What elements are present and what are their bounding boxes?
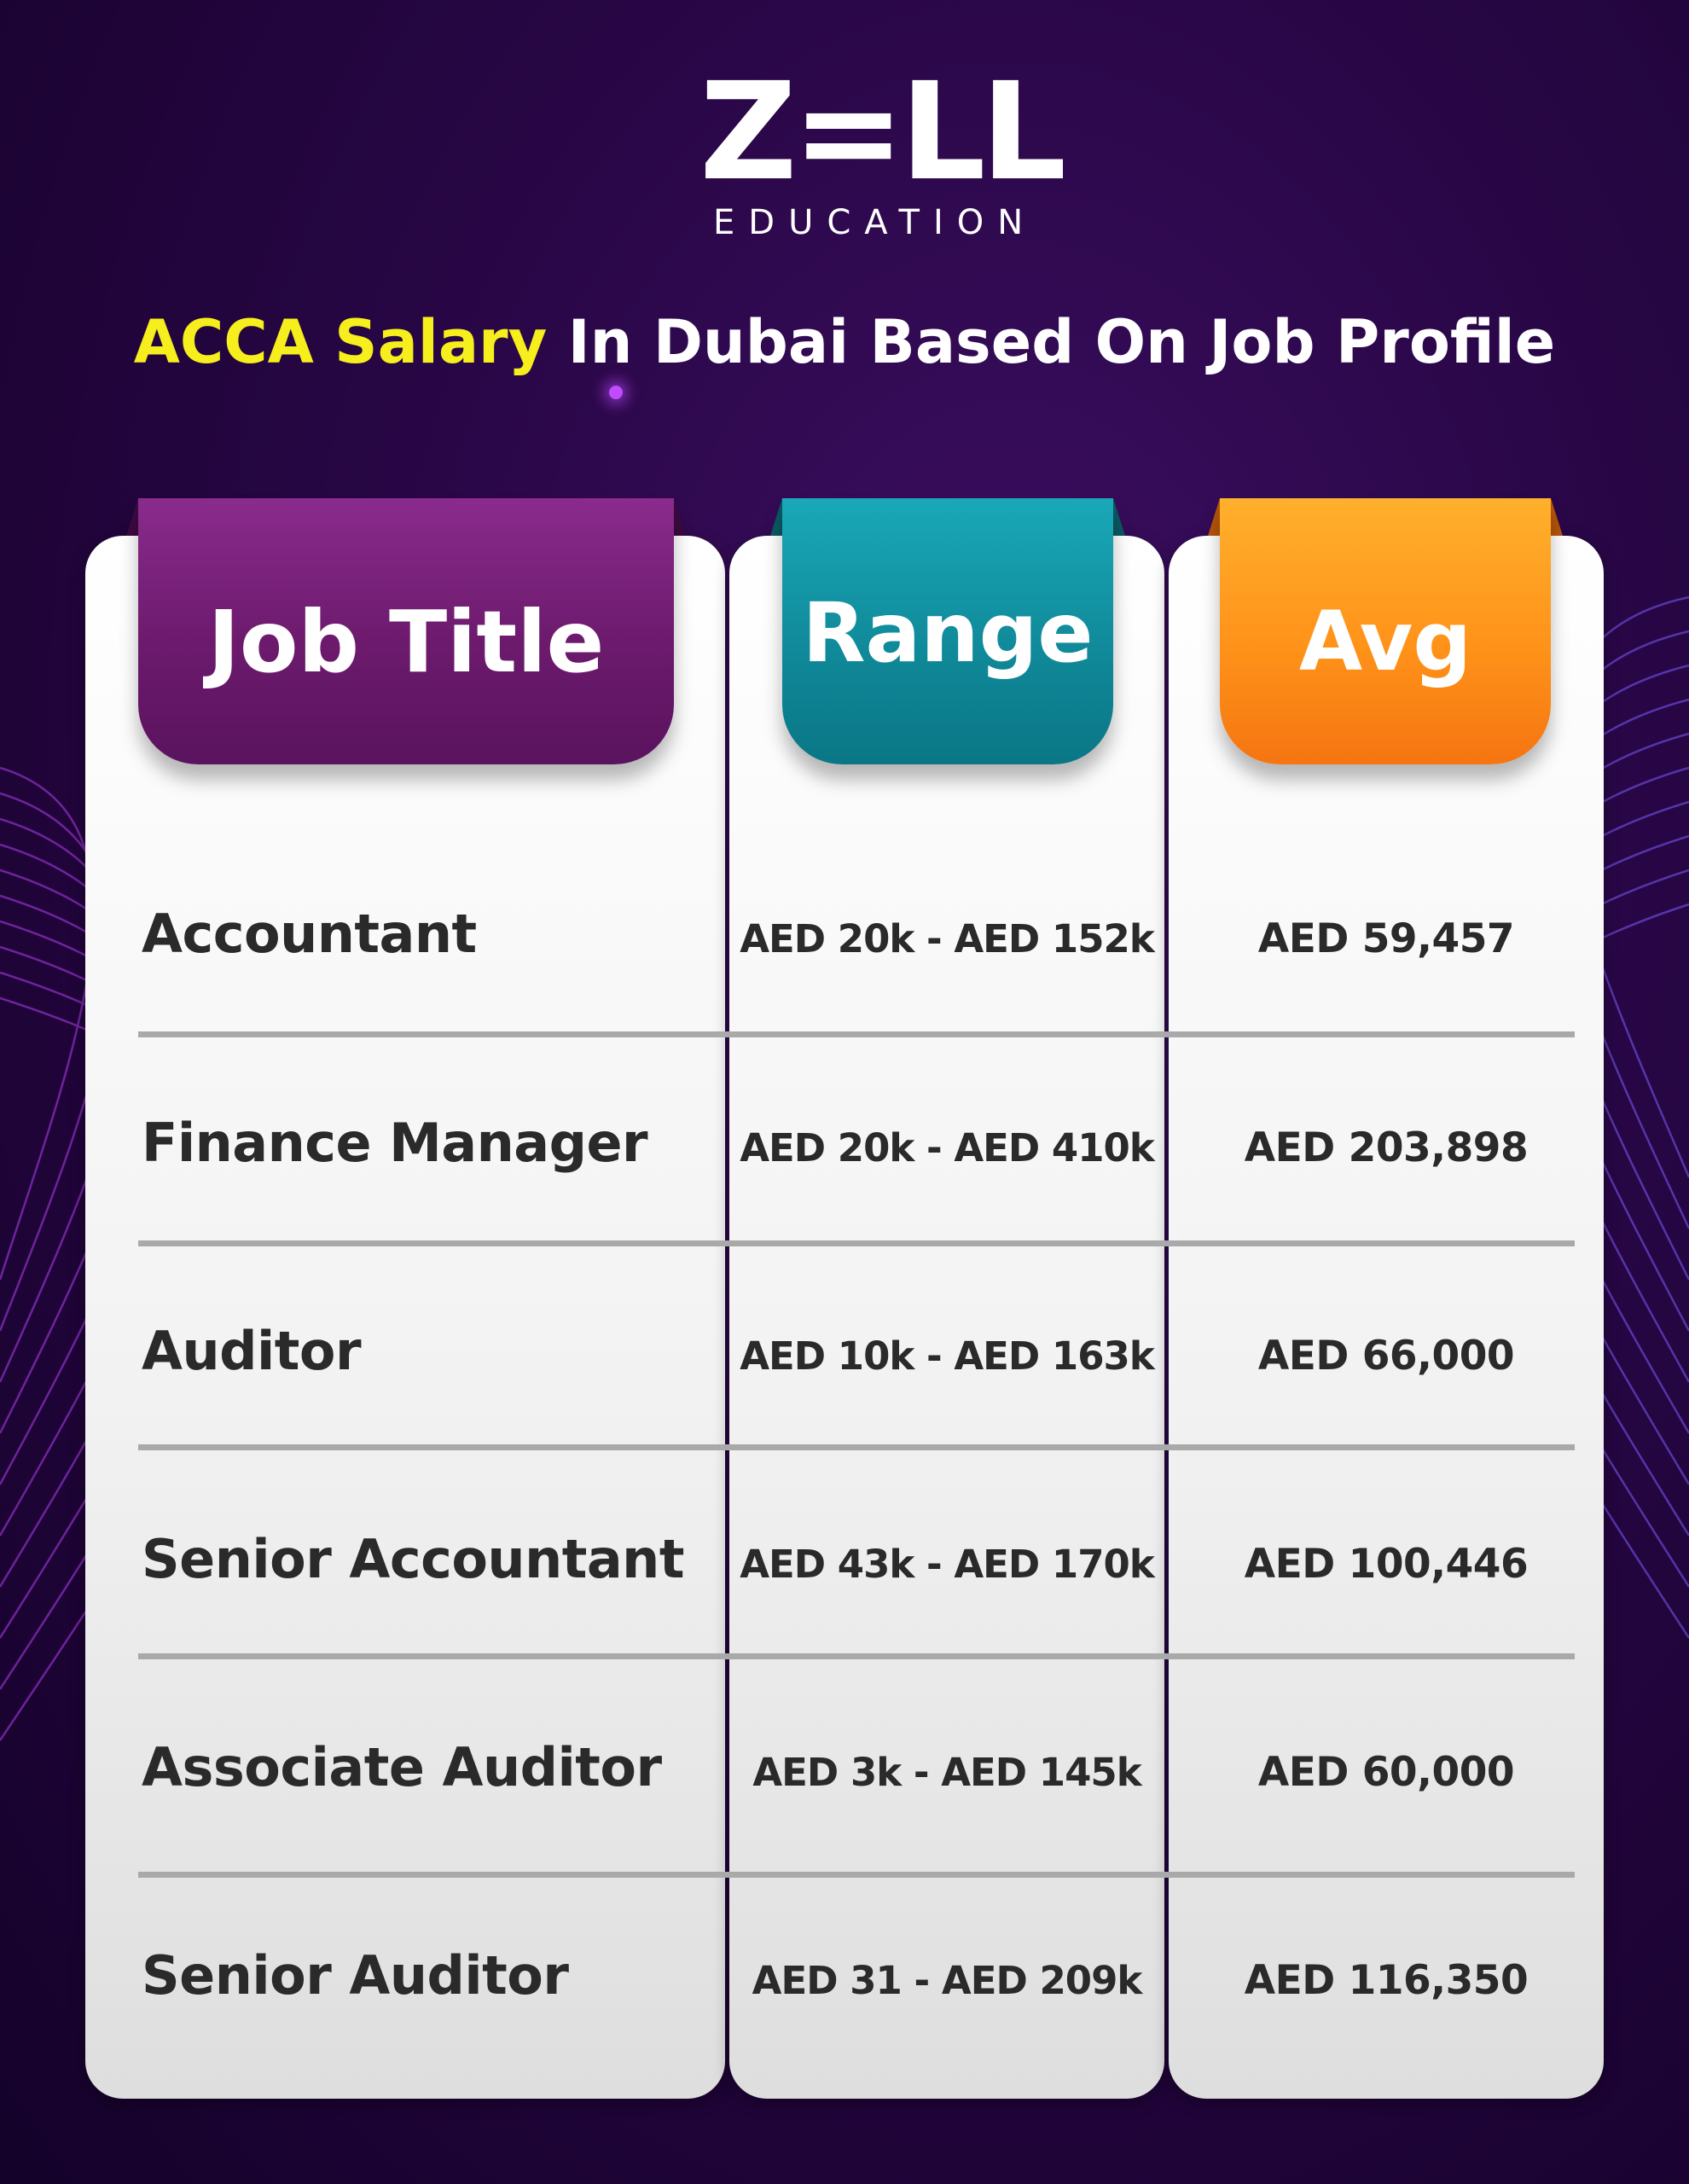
row-avg: AED 100,446 [1244, 1540, 1529, 1588]
header-avg [1220, 498, 1551, 764]
row-divider [138, 1444, 1575, 1450]
title-rest: In Dubai Based On Job Profile [547, 307, 1556, 377]
header-avg-label: Avg [1298, 594, 1472, 689]
logo-subtitle: EDUCATION [713, 203, 1037, 242]
row-job-title: Associate Auditor [142, 1735, 662, 1798]
tab-fold-left [770, 498, 782, 536]
row-job-title: Senior Auditor [142, 1943, 569, 2007]
row-divider [138, 1653, 1575, 1659]
row-job-title: Auditor [142, 1319, 362, 1382]
row-range: AED 20k - AED 152k [740, 915, 1154, 961]
tab-fold-right [1551, 498, 1563, 536]
header-range [782, 498, 1113, 764]
row-divider [138, 1872, 1575, 1878]
row-avg: AED 116,350 [1244, 1956, 1529, 2004]
row-range: AED 43k - AED 170k [740, 1541, 1154, 1587]
row-range: AED 3k - AED 145k [752, 1749, 1141, 1795]
row-avg: AED 59,457 [1257, 915, 1515, 962]
tab-fold-right [674, 498, 686, 536]
row-avg: AED 203,898 [1244, 1124, 1529, 1171]
row-job-title: Finance Manager [142, 1111, 648, 1174]
row-job-title: Senior Accountant [142, 1527, 684, 1590]
title-accent: ACCA Salary [133, 307, 548, 377]
row-avg: AED 60,000 [1257, 1748, 1515, 1796]
row-divider [138, 1031, 1575, 1037]
tab-fold-left [126, 498, 138, 536]
row-range: AED 20k - AED 410k [740, 1124, 1154, 1170]
tab-fold-left [1208, 498, 1220, 536]
row-avg: AED 66,000 [1257, 1332, 1515, 1380]
brand-logo [699, 54, 1062, 242]
row-range: AED 31 - AED 209k [752, 1957, 1142, 2003]
tab-fold-right [1113, 498, 1125, 536]
header-job-title [138, 498, 674, 764]
row-job-title: Accountant [142, 902, 477, 965]
header-range-label: Range [802, 585, 1094, 681]
header-job-title-label: Job Title [207, 591, 605, 692]
row-divider [138, 1240, 1575, 1246]
logo-mark: Z=LL [699, 54, 1062, 211]
page-title [0, 307, 1689, 377]
row-range: AED 10k - AED 163k [740, 1333, 1154, 1379]
decorative-glow-dot [609, 386, 623, 399]
